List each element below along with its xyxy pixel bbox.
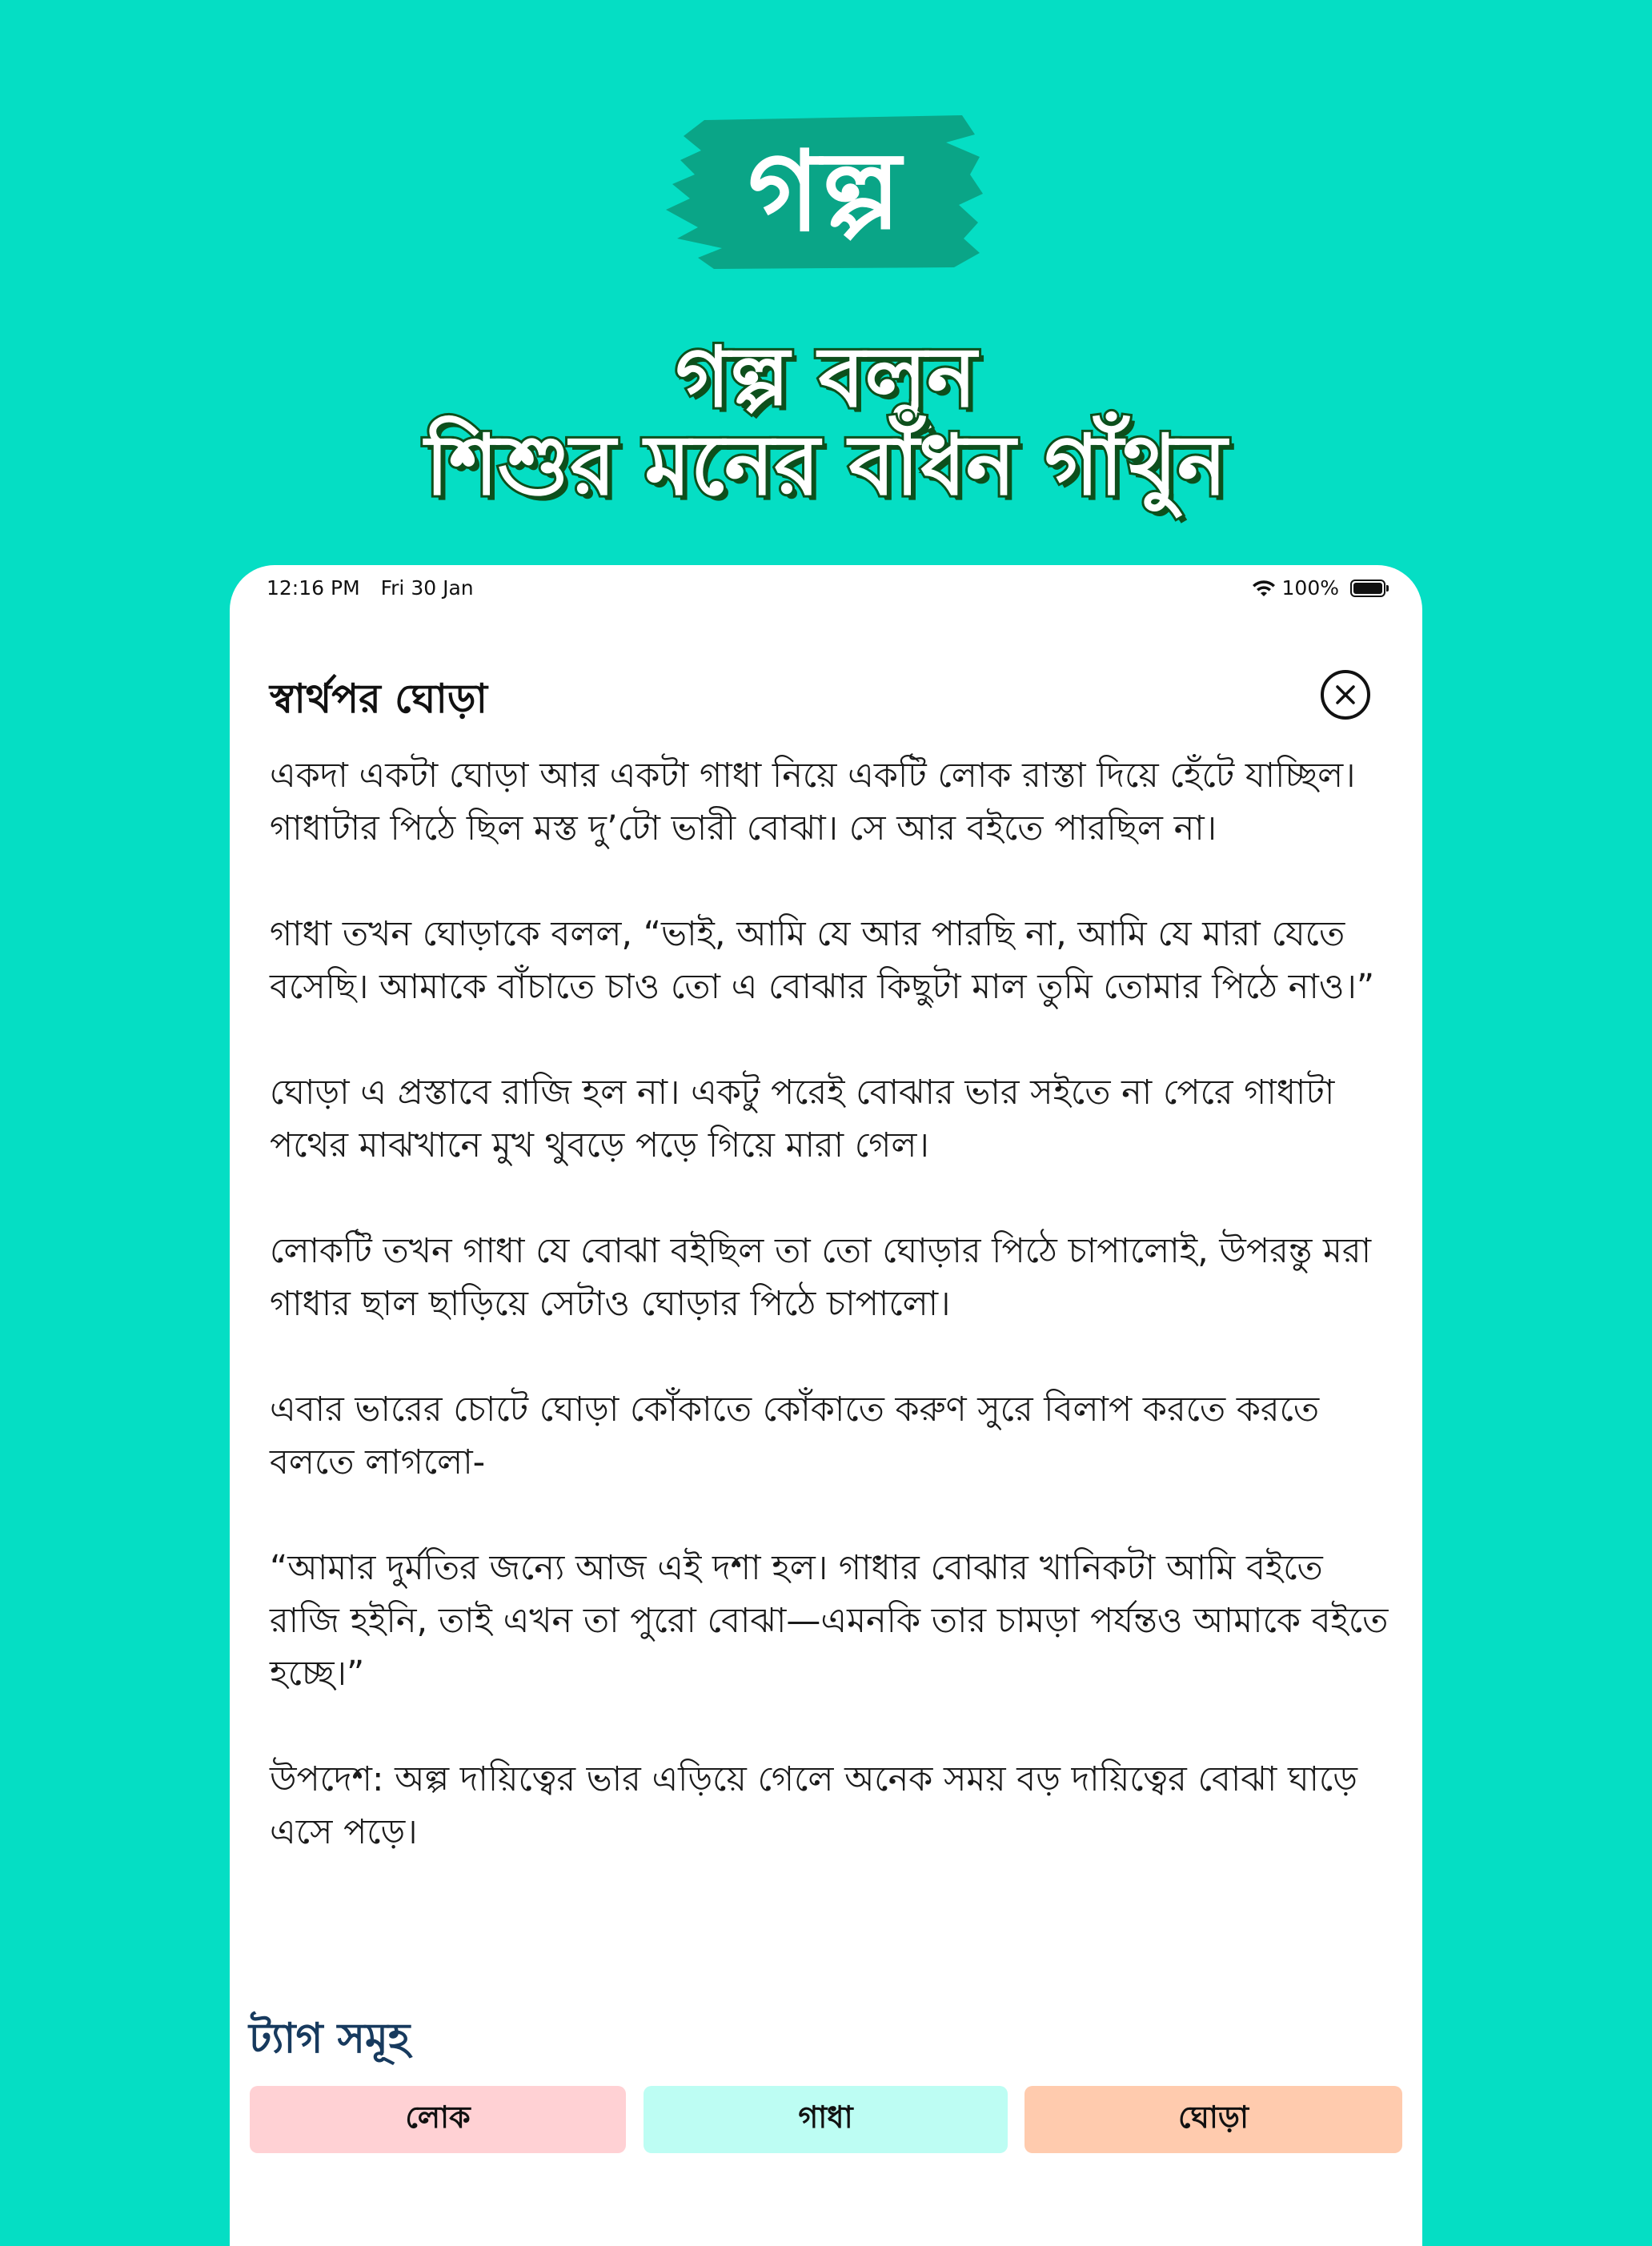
status-left (267, 576, 488, 600)
tag-lok[interactable]: লোক (250, 2086, 626, 2153)
story-paragraph: গাধা তখন ঘোড়াকে বলল, “ভাই, আমি যে আর পারছি না, আমি যে মারা যেতে বসেছি। আমাকে বাঁচাতে চাও তো এ বোঝার কিছুটা মাল তুমি তোমার পিঠে নাও।” (270, 914, 1375, 1007)
story-paragraph: এবার ভারের চোটে ঘোড়া কোঁকাতে কোঁকাতে করুণ সুরে বিলাপ করতে করতে বলতে লাগলো- (270, 1390, 1320, 1482)
device-screen (230, 565, 1422, 2246)
tags-heading: ট্যাগ সমূহ (249, 2015, 411, 2063)
tagline-line-2: শিশুর মনের বাঁধন গাঁথুন (425, 416, 1227, 514)
story-paragraph: লোকটি তখন গাধা যে বোঝা বইছিল তা তো ঘোড়ার পিঠে চাপালোই, উপরন্তু মরা গাধার ছাল ছাড়িয়ে সেটাও ঘোড়ার পিঠে চাপালো। (270, 1231, 1372, 1324)
status-date: Fri 30 Jan (380, 576, 474, 600)
close-icon (1333, 683, 1357, 707)
status-right (1252, 576, 1385, 600)
battery-percentage: 100% (1281, 576, 1339, 600)
story-title: স্বার্থপর ঘোড়া (270, 676, 488, 722)
status-time: 12:16 PM (267, 576, 360, 600)
tag-ghora[interactable]: ঘোড়া (1024, 2086, 1402, 2153)
wifi-icon (1252, 580, 1276, 597)
battery-icon (1350, 580, 1385, 597)
story-paragraph: একদা একটা ঘোড়া আর একটা গাধা নিয়ে একটি লোক রাস্তা দিয়ে হেঁটে যাচ্ছিল। গাধাটার পিঠে ছিল মস্ত দু’টো ভারী বোঝা। সে আর বইতে পারছিল না। (270, 756, 1356, 848)
story-moral: উপদেশ: অল্প দায়িত্বের ভার এড়িয়ে গেলে অনেক সময় বড় দায়িত্বের বোঝা ঘাড়ে এসে পড়ে। (270, 1759, 1357, 1852)
app-title: গল্প (748, 127, 903, 256)
story-paragraph: “আমার দুর্মতির জন্যে আজ এই দশা হল। গাধার বোঝার খানিকটা আমি বইতে রাজি হইনি, তাই এখন তা পুরো বোঝা—এমনকি তার চামড়া পর্যন্তও আমাকে বইতে হচ্ছে।” (270, 1548, 1389, 1694)
story-body (270, 749, 1390, 1911)
tagline-line-1: গল্প বলুন (675, 328, 977, 426)
tag-gadha[interactable]: গাধা (644, 2086, 1008, 2153)
story-paragraph: ঘোড়া এ প্রস্তাবে রাজি হল না। একটু পরেই বোঝার ভার সইতে না পেরে গাধাটা পথের মাঝখানে মুখ থুবড়ে পড়ে গিয়ে মারা গেল। (270, 1073, 1335, 1165)
close-button[interactable] (1321, 670, 1370, 720)
status-bar (230, 565, 1422, 613)
